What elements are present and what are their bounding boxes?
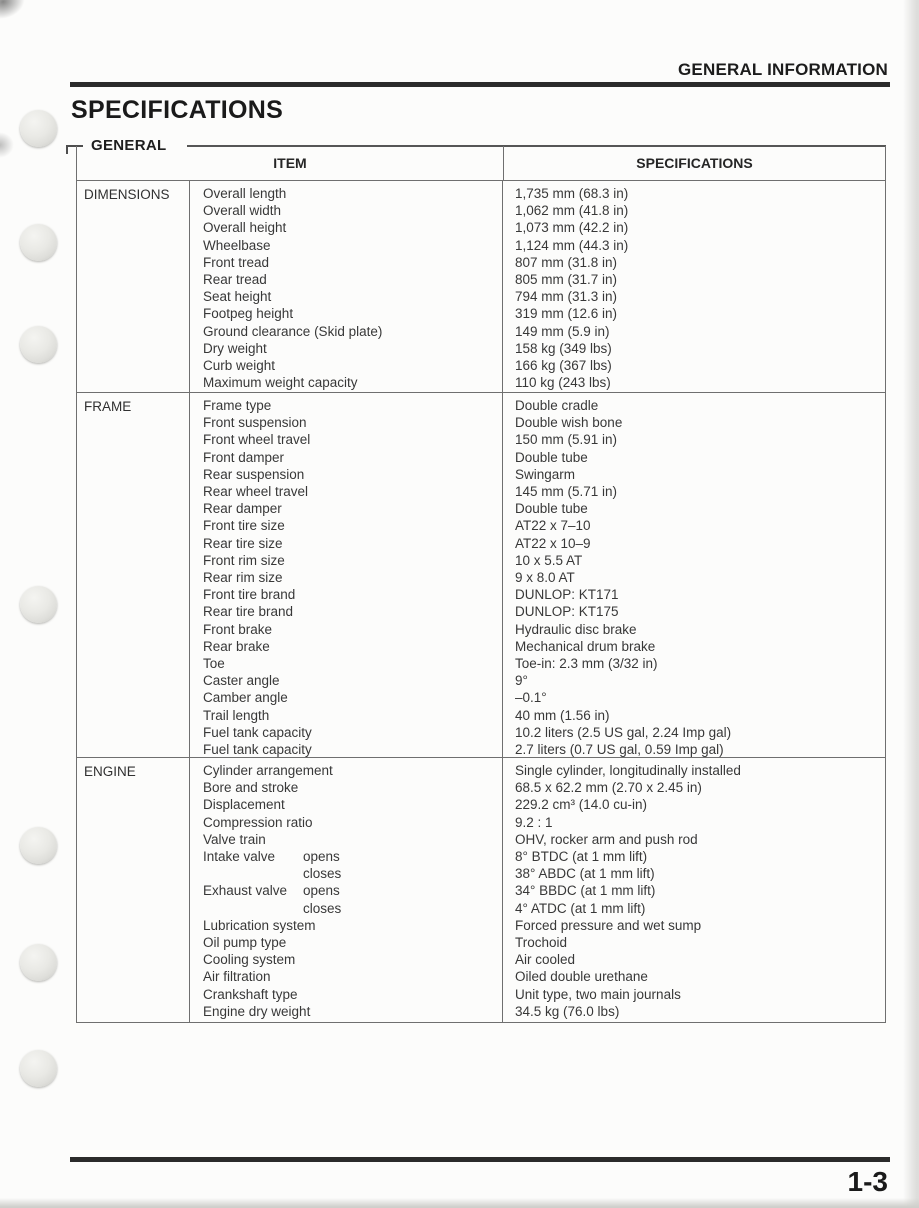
spec-cell: 1,124 mm (44.3 in) [515,237,629,253]
punch-hole [20,326,57,363]
item-cell: Rear rim size [203,570,283,586]
spec-cell: 10 x 5.5 AT [515,552,583,568]
item-cell: Front tread [203,254,270,270]
spec-cell: AT22 x 10–9 [515,535,591,551]
spec-cell: 34° BBDC (at 1 mm lift) [515,883,656,899]
running-header: GENERAL INFORMATION [678,60,888,79]
spec-cell: 1,735 mm (68.3 in) [515,186,629,201]
item-cell: Front brake [203,621,273,637]
scan-smudge [0,0,31,22]
spec-cell: DUNLOP: KT175 [515,604,619,620]
spec-cell: Trochoid [515,935,568,951]
item-cell: Toe [203,656,225,672]
item-cell: Trail length [203,707,270,723]
table-header-row [77,146,885,181]
punch-hole [20,1050,57,1087]
item-cell: Front tire brand [203,587,296,603]
item-cell: Intake valve opens [203,849,340,865]
spec-cell: Unit type, two main journals [515,986,681,1002]
item-cell: Front tire size [203,518,285,534]
section-label: ENGINE [77,758,190,1022]
item-cell: Engine dry weight [203,1003,311,1019]
table-body [77,181,885,1022]
group-bracket [66,145,68,154]
page-title: SPECIFICATIONS [71,96,284,124]
spec-cell: 4° ATDC (at 1 mm lift) [515,900,646,916]
spec-cell: 10.2 liters (2.5 US gal, 2.24 Imp gal) [515,724,732,740]
items-column [190,181,503,392]
item-cell: Front damper [203,449,285,465]
spec-cell: Hydraulic disc brake [515,621,637,637]
item-cell: Fuel tank capacity [203,742,312,757]
item-cell: Front suspension [203,415,307,431]
footer-rule [70,1157,890,1162]
page-edge-shadow [0,1198,919,1208]
item-cell: Wheelbase [203,237,271,253]
item-cell: Overall length [203,186,287,201]
spec-cell: Toe-in: 2.3 mm (3/32 in) [515,656,658,672]
item-cell: Caster angle [203,673,280,689]
item-cell: Rear brake [203,638,270,654]
spec-cell: 1,062 mm (41.8 in) [515,203,629,219]
item-cell: Rear damper [203,501,282,517]
items-column [190,393,503,757]
spec-cell: AT22 x 7–10 [515,518,591,534]
spec-cell: 9 x 8.0 AT [515,570,575,586]
spec-cell: 150 mm (5.91 in) [515,432,618,448]
items-column [190,758,503,1022]
item-cell: Rear suspension [203,466,305,482]
spec-cell: Single cylinder, longitudinally installed [515,763,741,778]
spec-cell: Air cooled [515,952,576,968]
item-cell: Rear tire size [203,535,283,551]
spec-cell: Double tube [515,501,588,517]
item-cell: Overall width [203,203,282,219]
section-label: DIMENSIONS [77,181,190,392]
spec-cell: 110 kg (243 lbs) [515,375,611,391]
spec-cell: 794 mm (31.3 in) [515,289,618,305]
punch-hole [20,224,57,261]
punch-hole [20,944,57,981]
spec-column-header: SPECIFICATIONS [503,146,885,180]
spec-cell: 38° ABDC (at 1 mm lift) [515,866,655,882]
item-cell: Front wheel travel [203,432,311,448]
spec-cell: Oiled double urethane [515,969,648,985]
item-cell: Rear wheel travel [203,484,309,500]
item-cell: Curb weight [203,358,276,374]
spec-cell: Swingarm [515,466,576,482]
item-cell: Oil pump type [203,935,287,951]
header-rule [70,82,890,87]
specs-column [503,758,885,1022]
item-cell: Ground clearance (Skid plate) [203,323,383,339]
item-cell: Rear tire brand [203,604,294,620]
item-column-header: ITEM [273,155,307,171]
item-cell: Displacement [203,797,285,813]
item-cell: Footpeg height [203,306,294,322]
spec-cell: OHV, rocker arm and push rod [515,831,698,847]
spec-cell: 807 mm (31.8 in) [515,254,618,270]
item-cell: Crankshaft type [203,986,298,1002]
item-cell: Cooling system [203,952,296,968]
item-cell: closes [303,900,342,916]
group-label: GENERAL [91,137,167,154]
item-cell: Seat height [203,289,272,305]
spec-cell: 149 mm (5.9 in) [515,323,610,339]
table-section [77,757,885,1022]
section-label: FRAME [77,393,190,757]
item-cell: Rear tread [203,272,267,288]
spec-cell: 229.2 cm³ (14.0 cu-in) [515,797,648,813]
item-cell: Compression ratio [203,814,313,830]
spec-cell: Forced pressure and wet sump [515,917,702,933]
punch-hole [20,827,57,864]
spec-cell: 145 mm (5.71 in) [515,484,618,500]
punch-hole [20,586,57,623]
item-cell: Dry weight [203,340,267,356]
spec-cell: 1,073 mm (42.2 in) [515,220,629,236]
page-edge-shadow [903,0,919,1208]
page-number: 1-3 [847,1166,888,1197]
table-section [77,181,885,392]
spec-cell: 8° BTDC (at 1 mm lift) [515,849,648,865]
specifications-table [76,146,886,1023]
spec-cell: 2.7 liters (0.7 US gal, 0.59 Imp gal) [515,742,724,757]
spec-cell: 40 mm (1.56 in) [515,707,610,723]
item-cell: Front rim size [203,552,285,568]
item-cell: Valve train [203,831,266,847]
item-cell: Maximum weight capacity [203,375,358,391]
spec-cell: Double wish bone [515,415,623,431]
specs-column [503,393,885,757]
item-cell: Exhaust valve opens [203,883,340,899]
spec-cell: –0.1° [515,690,547,706]
item-cell: Bore and stroke [203,780,299,796]
spec-cell: 9.2 : 1 [515,814,553,830]
specs-column [503,181,885,392]
spec-cell: 166 kg (367 lbs) [515,358,612,374]
spec-cell: Mechanical drum brake [515,638,656,654]
item-cell: closes [303,866,342,882]
spec-cell: DUNLOP: KT171 [515,587,619,603]
punch-hole [20,110,57,147]
item-cell: Cylinder arrangement [203,763,333,778]
item-cell: Lubrication system [203,917,316,933]
spec-cell: 158 kg (349 lbs) [515,340,612,356]
spec-cell: 68.5 x 62.2 mm (2.70 x 2.45 in) [515,780,702,796]
item-cell: Air filtration [203,969,271,985]
spec-cell: Double cradle [515,398,599,413]
item-cell: Camber angle [203,690,288,706]
item-cell: Overall height [203,220,287,236]
item-cell: Fuel tank capacity [203,724,312,740]
spec-cell: 9° [515,673,528,689]
spec-cell: 34.5 kg (76.0 lbs) [515,1003,620,1019]
table-section [77,392,885,757]
item-cell: Frame type [203,398,272,413]
scan-smudge [0,132,14,158]
spec-cell: 319 mm (12.6 in) [515,306,618,322]
spec-cell: 805 mm (31.7 in) [515,272,618,288]
spec-cell: Double tube [515,449,588,465]
